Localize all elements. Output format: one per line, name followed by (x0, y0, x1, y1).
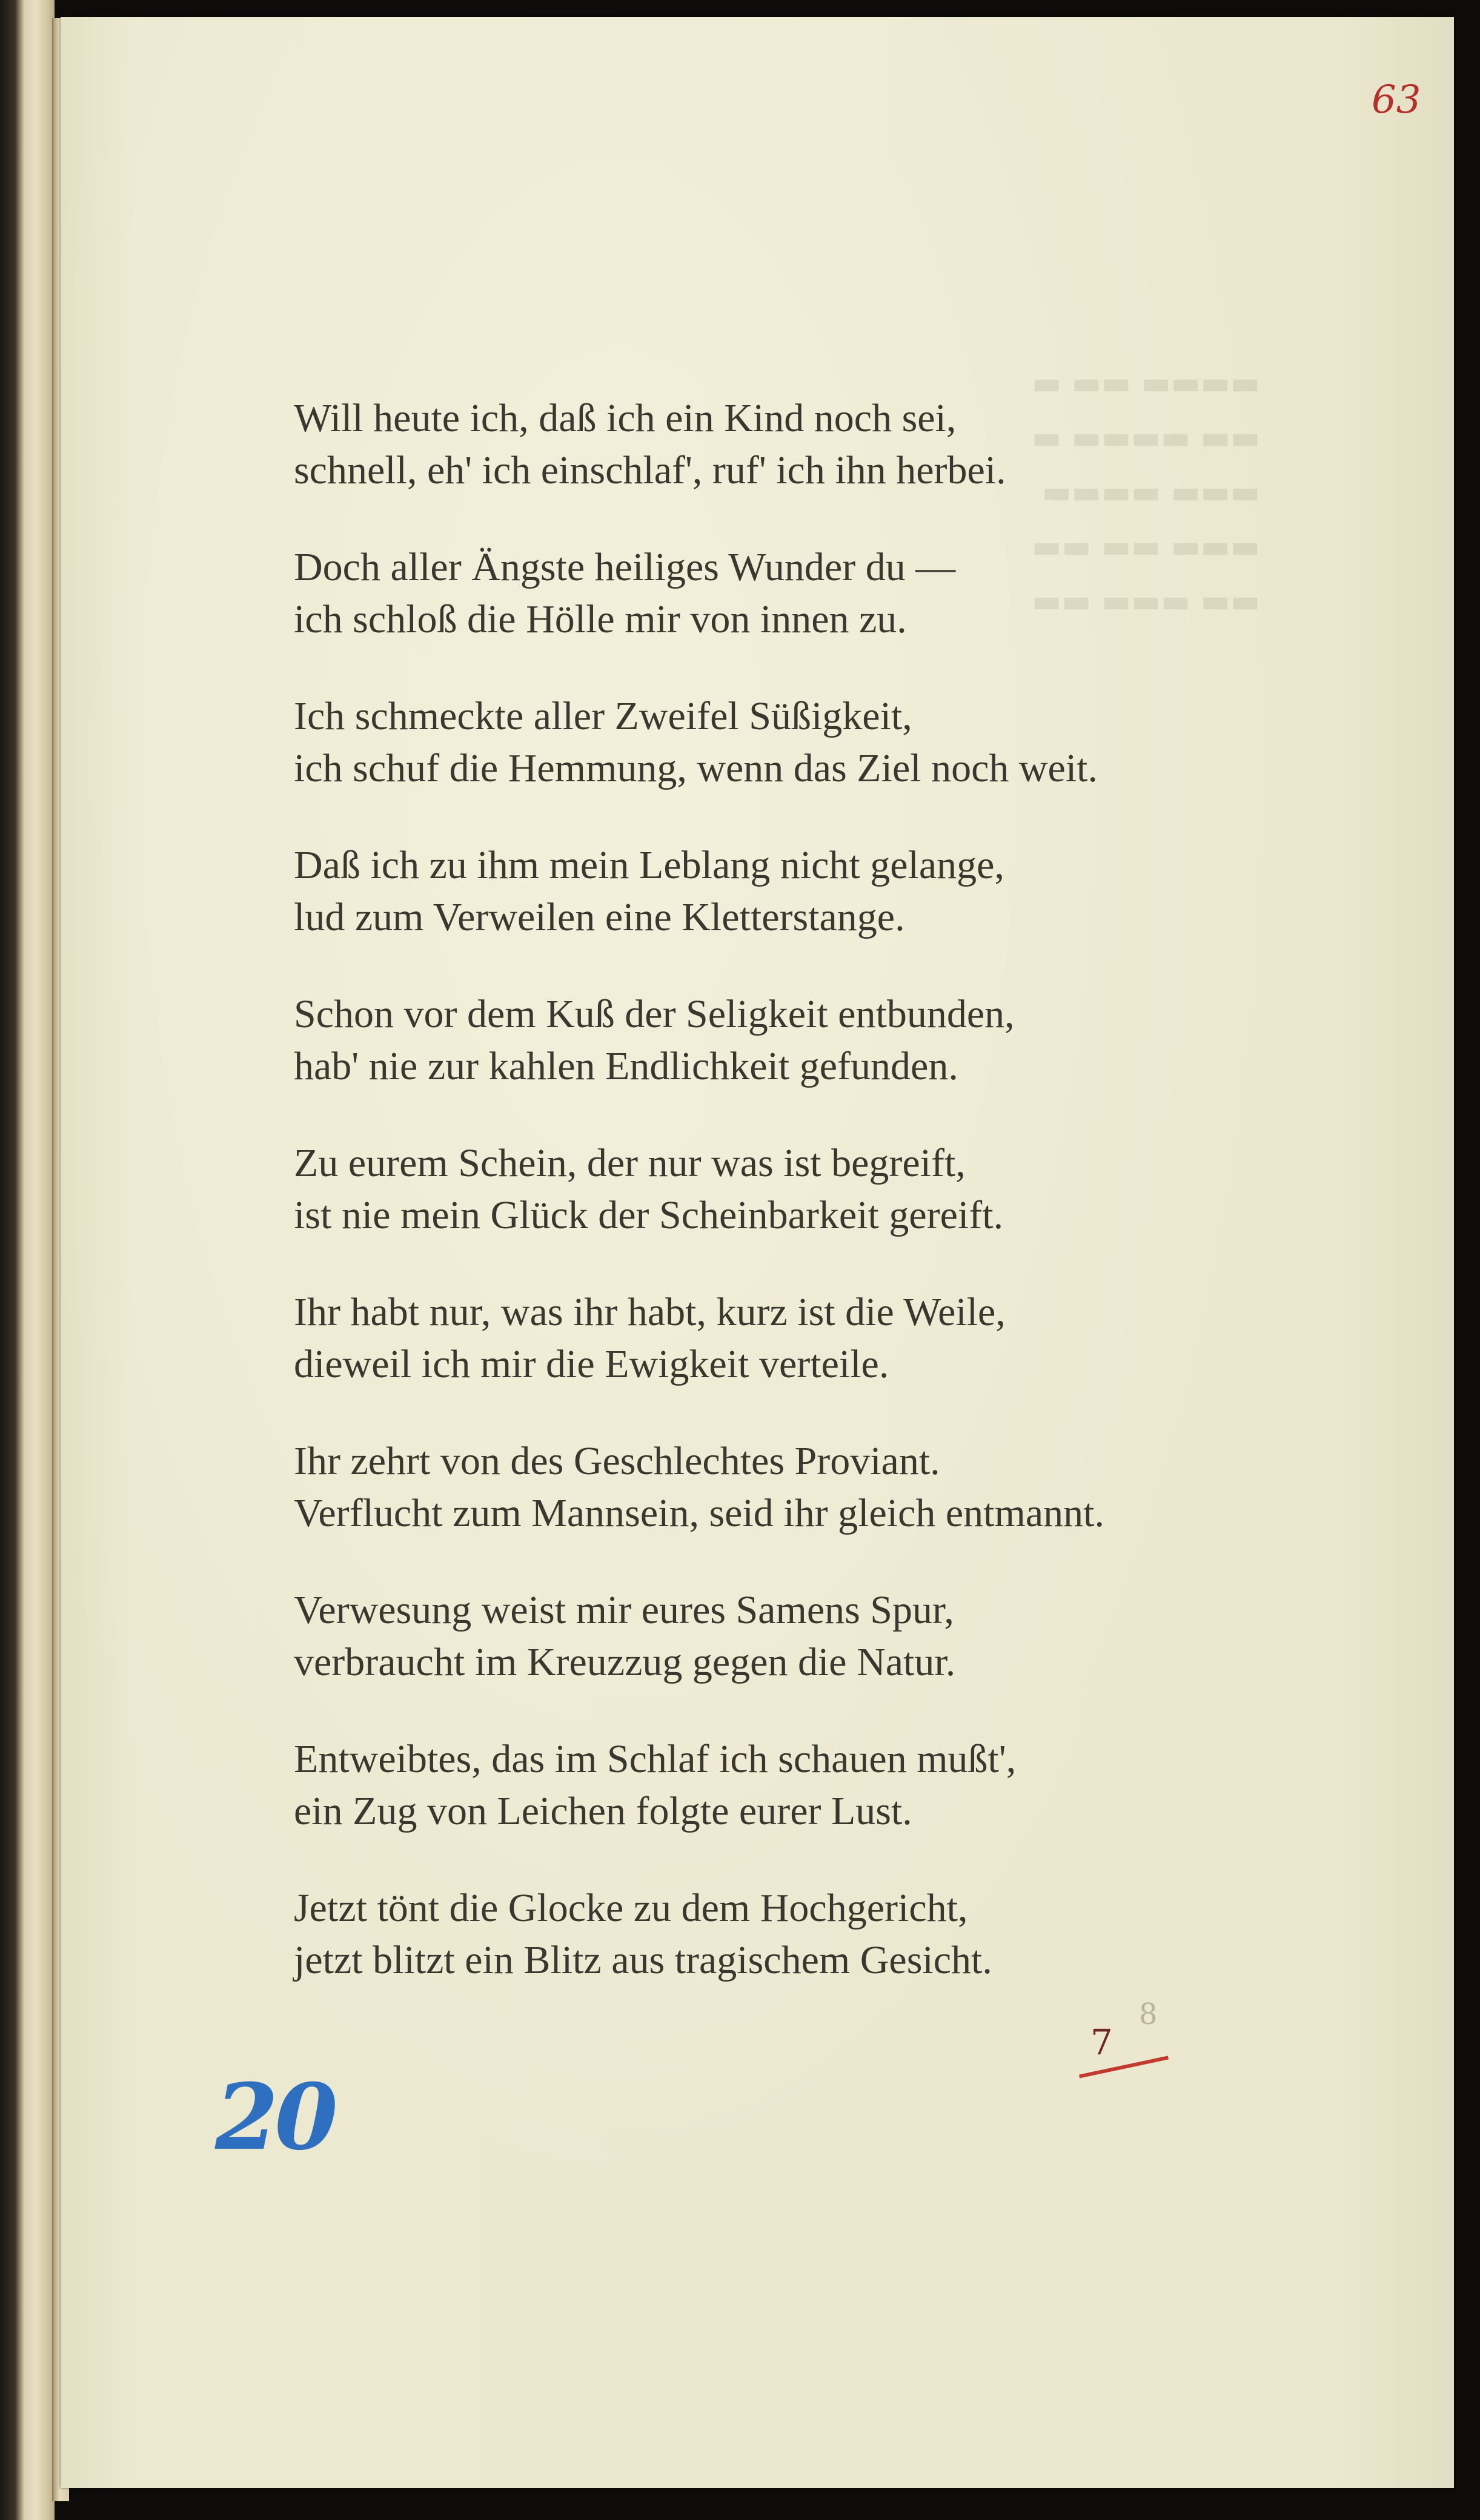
stanza (294, 1286, 1203, 1391)
poem-line: Schon vor dem Kuß der Seligkeit entbunden, (294, 992, 1015, 1036)
struck-through-number: 7 (1090, 2022, 1113, 2063)
stanza (294, 1733, 1203, 1837)
poem-line: Will heute ich, daß ich ein Kind noch sei, (294, 396, 957, 440)
stanza (294, 392, 1203, 497)
stanza (294, 1882, 1203, 1986)
stanza (294, 541, 1203, 646)
book-page (61, 17, 1454, 2488)
page-number-annotation: 63 (1372, 78, 1421, 122)
poem-line: Verflucht zum Mannsein, seid ihr gleich entmannt. (294, 1491, 1104, 1535)
stanza (294, 839, 1203, 944)
poem-text (294, 392, 1203, 2031)
poem-line: ist nie mein Glück der Scheinbarkeit gereift. (294, 1193, 1004, 1237)
faint-pencil-annotation: 8 (1139, 1997, 1158, 2031)
poem-line: Doch aller Ängste heiliges Wunder du — (294, 545, 956, 589)
stanza (294, 690, 1203, 795)
poem-line: ein Zug von Leichen folgte eurer Lust. (294, 1789, 912, 1833)
poem-line: hab' nie zur kahlen Endlichkeit gefunden. (294, 1044, 958, 1088)
stanza (294, 1137, 1203, 1242)
stanza (294, 988, 1203, 1093)
poem-line: Verwesung weist mir eures Samens Spur, (294, 1588, 954, 1632)
poem-line: Ihr zehrt von des Geschlechtes Proviant. (294, 1439, 940, 1483)
poem-line: Ich schmeckte aller Zweifel Süßigkeit, (294, 694, 912, 738)
poem-line: Jetzt tönt die Glocke zu dem Hochgericht, (294, 1886, 968, 1930)
poem-line: lud zum Verweilen eine Kletterstange. (294, 895, 905, 939)
poem-line: dieweil ich mir die Ewigkeit verteile. (294, 1342, 889, 1386)
stanza (294, 1584, 1203, 1688)
poem-line: verbraucht im Kreuzzug gegen die Natur. (294, 1640, 956, 1684)
poem-line: Ihr habt nur, was ihr habt, kurz ist die Weile, (294, 1290, 1006, 1334)
stanza (294, 1435, 1203, 1539)
reverse-side-show-through: ▬▬▬▬ ▬▬ ▬ ▬▬ ▬▬▬▬ ▬ ▬▬▬ ▬▬▬▬ ▬▬▬ ▬▬ ▬▬ ▬▬ ▬▬▬ ▬▬ (1032, 365, 1260, 620)
poem-line: Entweibtes, das im Schlaf ich schauen mußt', (294, 1737, 1017, 1781)
poem-line: schnell, eh' ich einschlaf', ruf' ich ihn herbei. (294, 448, 1006, 492)
poem-line: jetzt blitzt ein Blitz aus tragischem Gesicht. (294, 1938, 992, 1982)
blue-crayon-number: 20 (215, 2064, 334, 2171)
poem-line: ich schuf die Hemmung, wenn das Ziel noch weit. (294, 746, 1098, 790)
poem-line: Zu eurem Schein, der nur was ist begreift, (294, 1141, 966, 1185)
poem-line: Daß ich zu ihm mein Leblang nicht gelange, (294, 843, 1004, 887)
poem-line: ich schloß die Hölle mir von innen zu. (294, 597, 907, 641)
book-spine (0, 0, 55, 2520)
